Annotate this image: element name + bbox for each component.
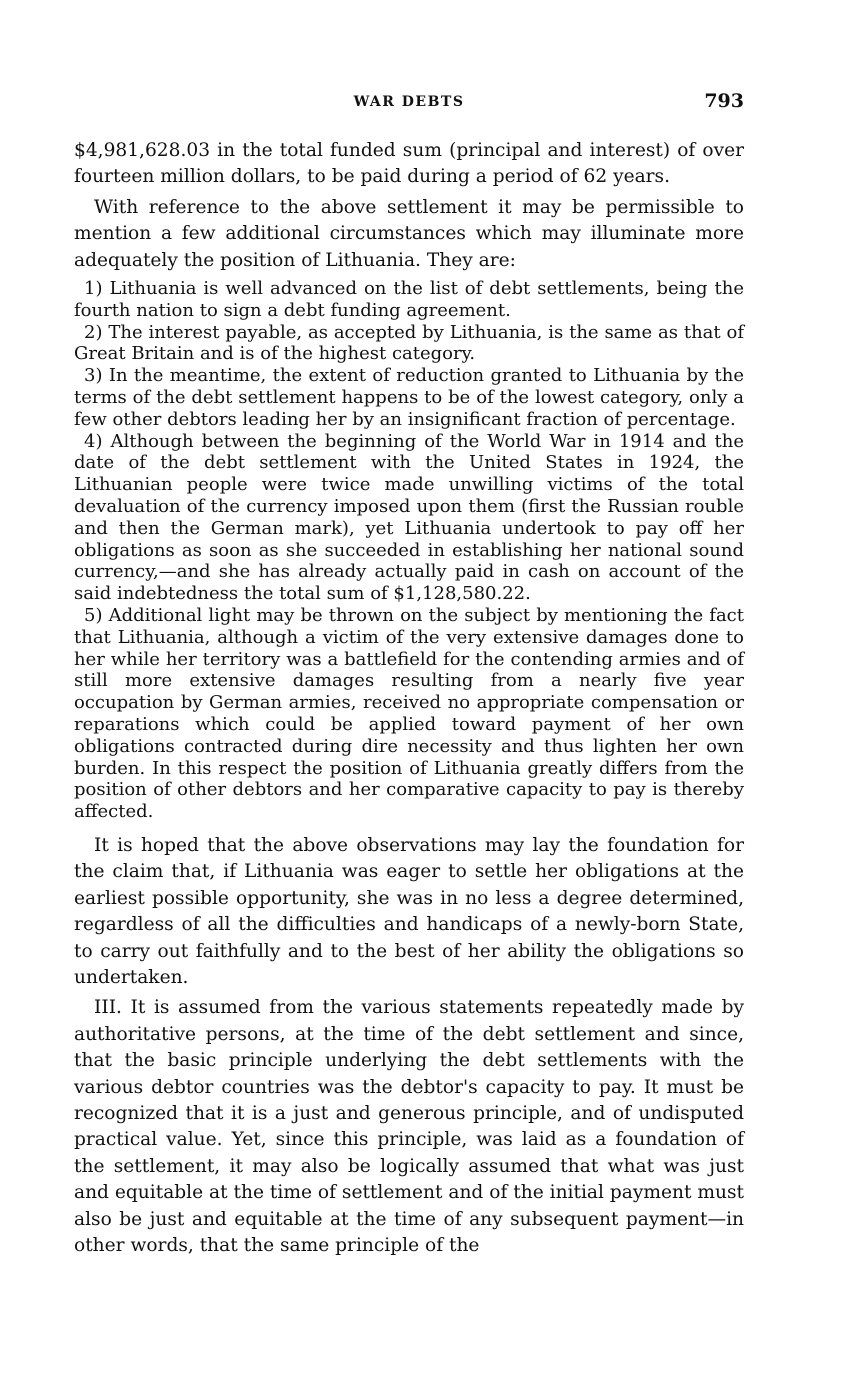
- body-text: [74, 138, 744, 1263]
- page-number: 793: [704, 90, 744, 112]
- list-item: [74, 431, 744, 605]
- paragraph-funded-sum: $4,981,628.03 in the total funded sum (principal and interest) of over fourteen million dollars, to be paid during a period of 62 years.: [74, 140, 744, 188]
- paragraph-observations: It is hoped that the above observations may lay the foundation for the claim that, if Lithuania was eager to settle her obligations at the earliest possible opportunity, she was in no less a degree determined, regardless of all the difficulties and handicaps of a newly-born State, to carry out faithfully and to the best of her ability the obligations so undertaken.: [74, 834, 744, 988]
- list-item-text: The interest payable, as accepted by Lithuania, is the same as that of Great Britain and is of the highest category.: [74, 321, 744, 365]
- list-item-text: In the meantime, the extent of reduction granted to Lithuania by the terms of the debt settlement happens to be of the lowest category, only a few other debtors leading her by an insignificant fraction of percentage.: [74, 365, 744, 430]
- list-item-number: 5): [84, 604, 103, 626]
- list-item-text: Although between the beginning of the World War in 1914 and the date of the debt settlement with the United States in 1924, the Lithuanian people were twice made unwilling victims of the total devaluation of the currency imposed upon them (first the Russian rouble and then the German mark), yet Lithuania undertook to pay off her obligations as soon as she succeeded in establishing her national sound currency,—and she has already actually paid in cash on account of the said indebtedness the total sum of $1,128,580.22.: [74, 430, 744, 605]
- list-item-number: 4): [84, 430, 103, 452]
- list-item-number: 3): [84, 365, 103, 387]
- paragraph-section-three: III. It is assumed from the various statements repeatedly made by authoritative persons, at the time of the debt settlement and since, that the basic principle underlying the debt settlements with the various debtor countries was the debtor's capacity to pay. It must be recognized that it is a just and generous principle, and of undisputed practical value. Yet, since this principle, was laid as a foundation of the settlement, it may also be logically assumed that what was just and equitable at the time of settlement and of the initial payment must also be just and equitable at the time of any subsequent payment—in other words, that the same principle of the: [74, 997, 744, 1257]
- list-item-number: 1): [84, 278, 103, 300]
- running-head: [74, 90, 744, 116]
- running-title: WAR DEBTS: [353, 94, 465, 110]
- paragraph-additional-circumstances: With reference to the above settlement it may be permissible to mention a few additional circumstances which may illuminate more adequately the position of Lithuania. They are:: [74, 196, 744, 271]
- list-item: [74, 365, 744, 430]
- list-item-text: Additional light may be thrown on the subject by mentioning the fact that Lithuania, although a victim of the very extensive damages done to her while her territory was a battlefield for the contending armies and of still more extensive damages resulting from a nearly five year occupation by German armies, received no appropriate compensation or reparations which could be applied toward payment of her own obligations contracted during dire necessity and thus lighten her own burden. In this respect the position of Lithuania greatly differs from the position of other debtors and her comparative capacity to pay is thereby affected.: [74, 604, 744, 823]
- list-item: [74, 278, 744, 322]
- circumstances-list: [74, 278, 744, 823]
- list-item-number: 2): [84, 321, 103, 343]
- list-item-text: Lithuania is well advanced on the list of debt settlements, being the fourth nation to sign a debt funding agreement.: [74, 278, 744, 321]
- list-item: [74, 322, 744, 366]
- list-item: [74, 605, 744, 823]
